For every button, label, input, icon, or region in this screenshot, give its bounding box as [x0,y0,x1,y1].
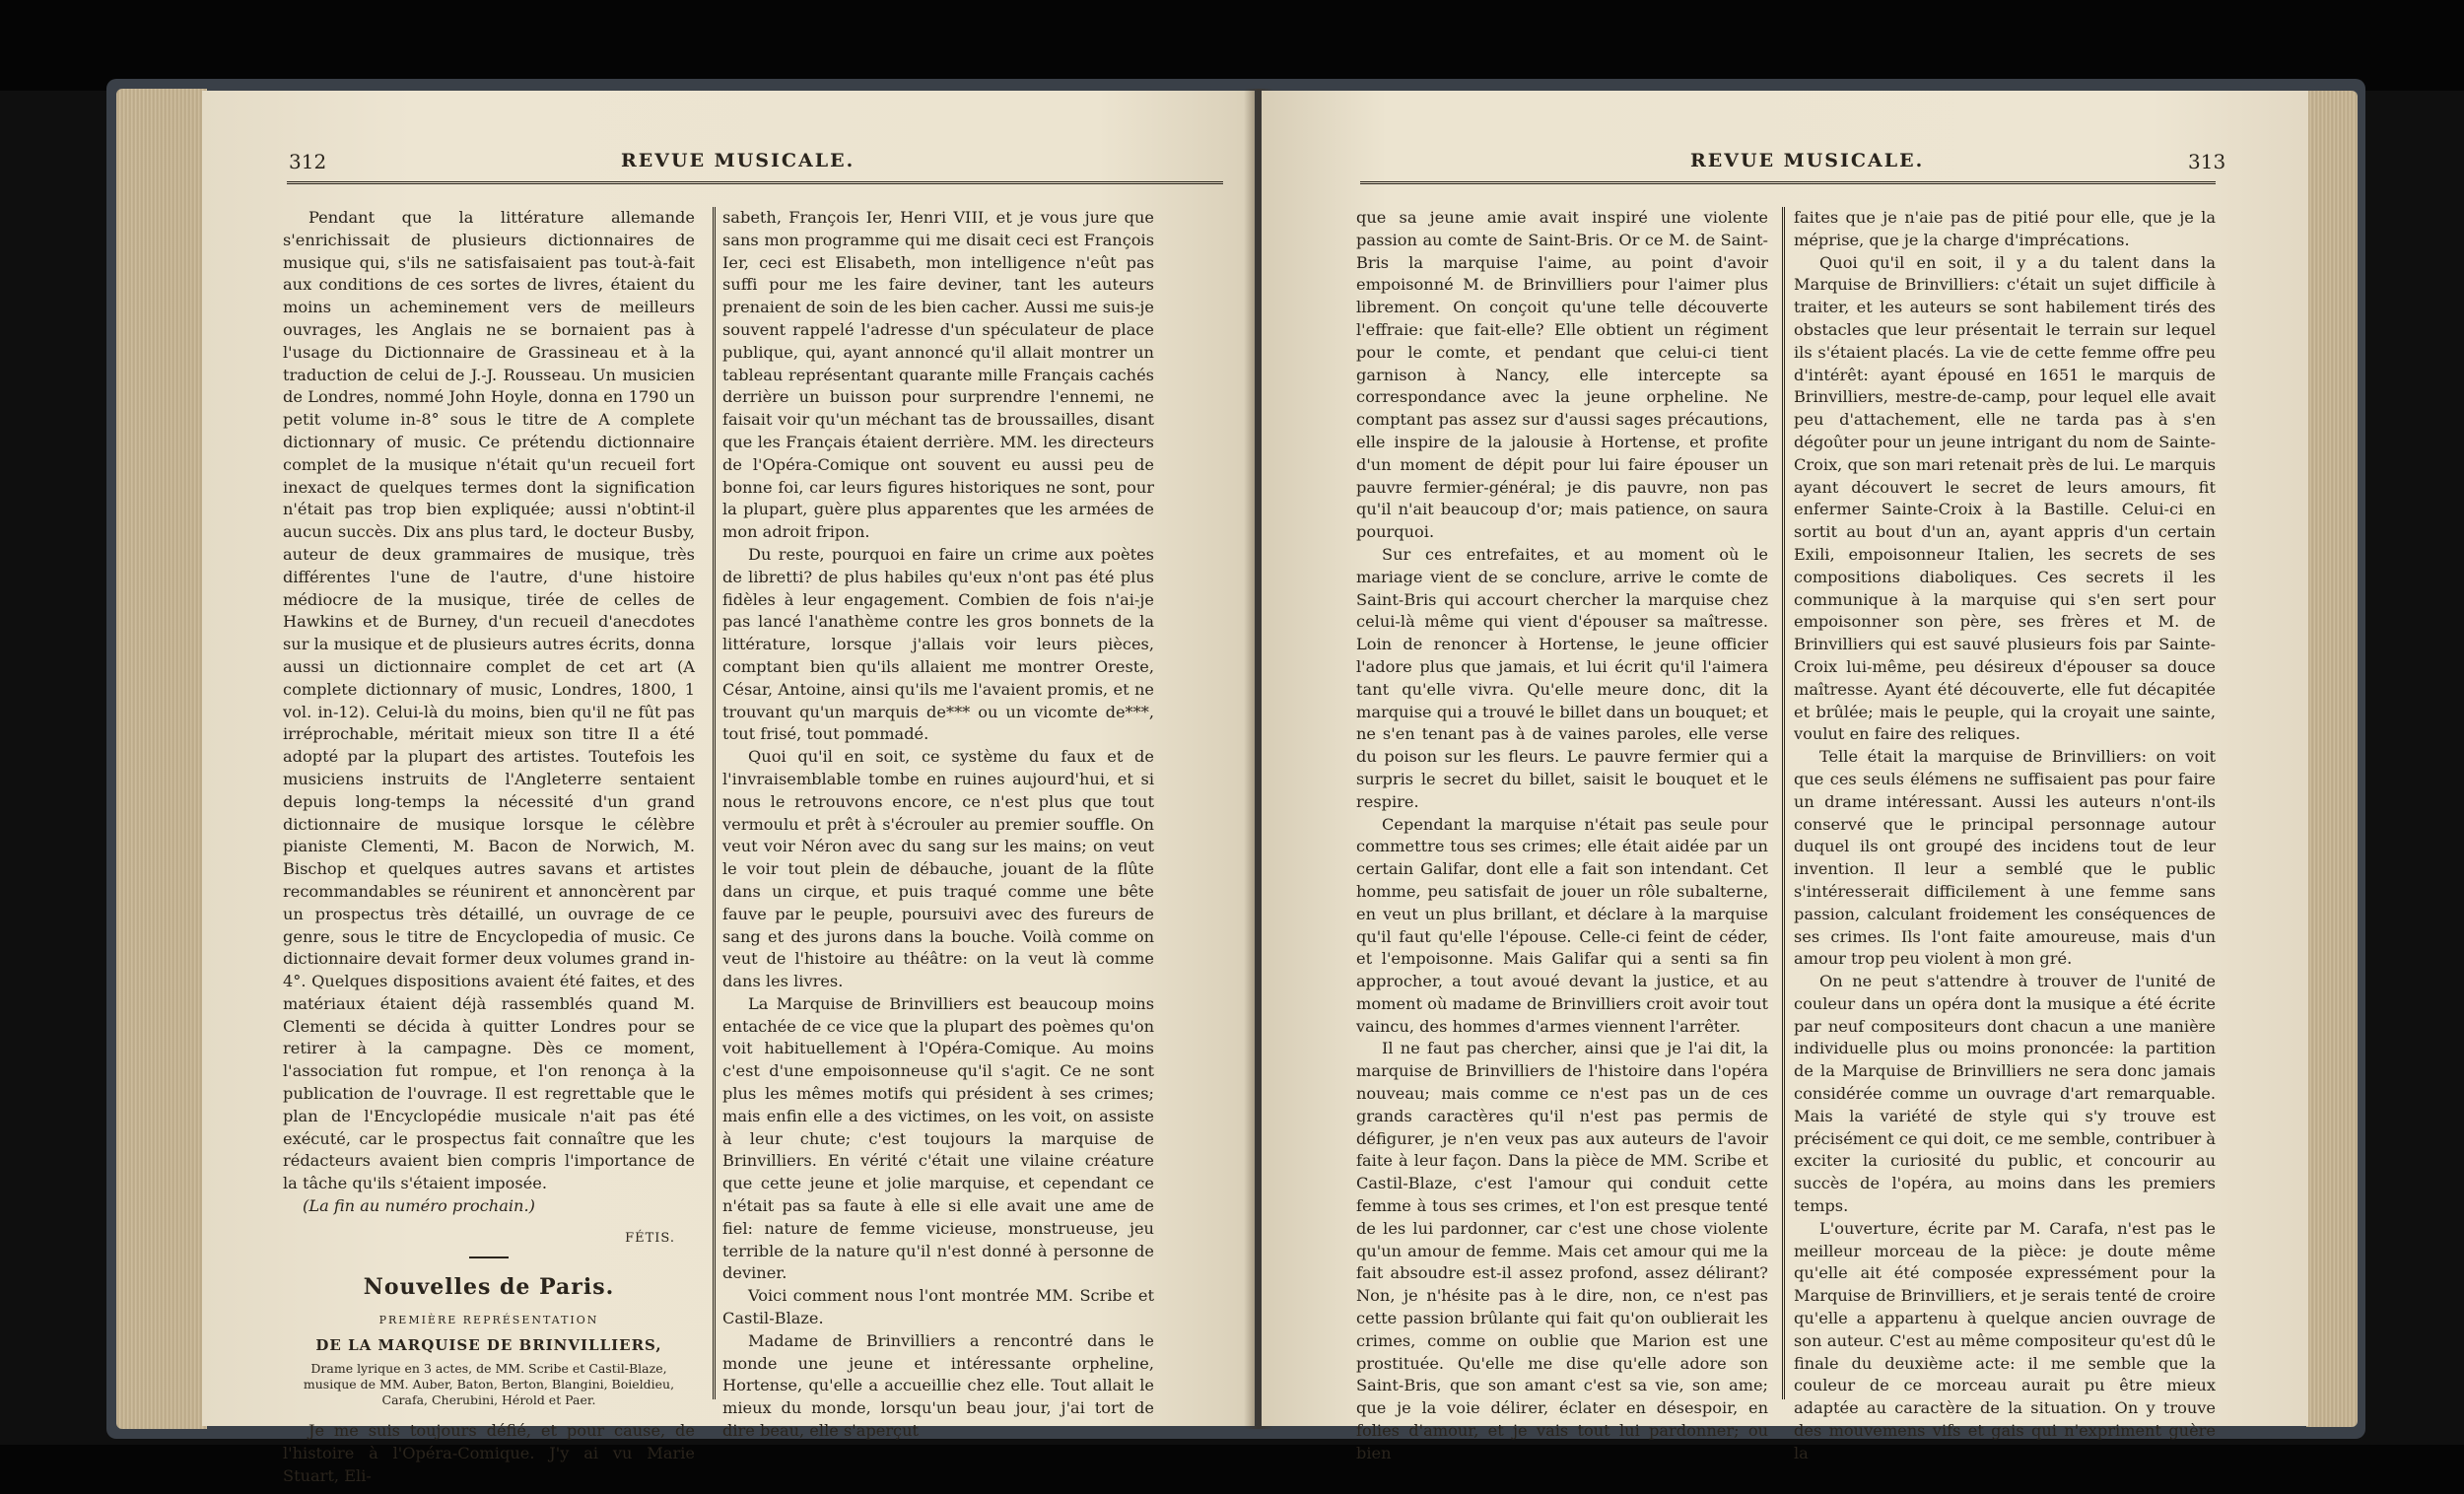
column-divider [713,207,716,1399]
header-rule [287,181,1223,184]
right-page-column-1 [1356,207,1768,1465]
article-body [283,207,695,1195]
scanner-background-top [0,0,2464,91]
running-head: REVUE MUSICALE. [1690,150,1925,171]
paragraph: Voici comment nous l'ont montrée MM. Scribe et Castil-Blaze. [722,1286,1154,1328]
section-title: Nouvelles de Paris. [363,1273,615,1300]
paragraph: Du reste, pourquoi en faire un crime aux poètes de libretti? de plus habiles qu'eux n'ont pas été plus fidèles à leur engagement. Combien de fois n'ai-je pas lancé l'anathème contre les gros bonnets de la littérature, lorsque j'allais voir leurs pièces, comptant bien qu'ils allaient me montrer Oreste, César, Antoine, ainsi qu'ils me l'avaient promis, et ne trouvant qu'un marquis de*** ou un vicomte de***, tout frisé, tout pommadé. [722,544,1154,744]
paragraph: Madame de Brinvilliers a rencontré dans le monde une jeune et intéressante orpheline, Hortense, qu'elle a accueillie chez elle. Tout allait le mieux du monde, lorsqu'un beau jour, j'ai tort de dire beau, elle s'aperçut [722,1330,1154,1441]
review-opening: Je me suis toujours défié, et pour cause, de l'histoire à l'Opéra-Comique. J'y ai vu Marie Stuart, Eli- [283,1421,695,1485]
paragraph: On ne peut s'attendre à trouver de l'unité de couleur dans un opéra dont la musique a été écrite par neuf compositeurs dont chacun a une manière individuelle plus ou moins prononcée: la partition de la Marquise de Brinvilliers ne sera donc jamais considérée comme un ouvrage d'art remarquable. Mais la variété de style qui s'y trouve est précisément ce qui doit, ce me semble, contribuer à exciter la curiosité du public, et concourir au succès de l'opéra, au moins dans les premiers temps. [1794,972,2216,1216]
paragraph: que sa jeune amie avait inspiré une violente passion au comte de Saint-Bris. Or ce M. de Saint-Bris la marquise l'aime, au point d'avoir empoisonné M. de Brinvilliers pour l'aimer plus librement. On conçoit qu'une telle découverte l'effraie: que fait-elle? Elle obtient un régiment pour le comte, et pendant que celui-ci tient garnison à Nancy, elle intercepte sa correspondance avec la jeune orpheline. Ne comptant pas assez sur d'aussi sages précautions, elle inspire de la jalousie à Hortense, et profite d'un moment de dépit pour lui faire épouser un pauvre fermier-général; je dis pauvre, non pas qu'il n'ait beaucoup d'or; mais patience, on saura pourquoi. [1356,208,1768,542]
page-edges-right [2306,91,2358,1427]
separator-rule [469,1256,509,1258]
continuation-note: (La fin au numéro prochain.) [303,1196,535,1216]
work-credits: Drame lyrique en 3 actes, de MM. Scribe et Castil-Blaze, musique de MM. Auber, Baton, Berton, Blangini, Boieldieu, Carafa, Cherubini, Hérold et Paer. [303,1361,675,1408]
page-edges-left [116,89,207,1429]
paragraph: Quoi qu'il en soit, il y a du talent dans la Marquise de Brinvilliers: c'était un sujet difficile à traiter, et les auteurs se sont habilement tirés des obstacles que leur présentait le terrain sur lequel ils s'étaient placés. La vie de cette femme offre peu d'intérêt: ayant épousé en 1651 le marquis de Brinvilliers, mestre-de-camp, pour lequel elle avait peu d'attachement, elle ne tarda pas à s'en dégoûter pour un jeune intrigant du nom de Sainte-Croix, que son mari retenait près de lui. Le marquis ayant découvert le secret de leurs amours, fit enfermer Sainte-Croix à la Bastille. Celui-ci en sortit au bout d'un an, ayant appris d'un certain Exili, empoisonneur Italien, les secrets de ses compositions diaboliques. Ces secrets il les communique à la marquise qui s'en sert pour empoisonner son père, ses frères et M. de Brinvilliers qui est sauvé plusieurs fois par Sainte-Croix lui-même, peu désireux d'épouser sa douce maîtresse. Ayant été découverte, elle fut décapitée et brûlée; mais le peuple, qui la croyait une sainte, voulut en faire des reliques. [1794,252,2216,744]
page-number: 312 [289,150,327,173]
paragraph: Pendant que la littérature allemande s'enrichissait de plusieurs dictionnaires de musique qui, s'ils ne satisfaisaient pas tout-à-fait aux conditions de ces sortes de livres, étaient du moins un acheminement vers de meilleurs ouvrages, les Anglais ne se bornaient pas à l'usage du Dictionnaire de Grassineau et à la traduction de celui de J.-J. Rousseau. Un musicien de Londres, nommé John Hoyle, donna en 1790 un petit volume in-8° sous le titre de A complete dictionnary of music. Ce prétendu dictionnaire complet de la musique n'était qu'un recueil fort inexact de quelques termes dont la signification n'était pas trop bien expliquée; aussi n'obtint-il aucun succès. Dix ans plus tard, le docteur Busby, auteur de deux grammaires de musique, très différentes l'une de l'autre, d'une histoire médiocre de la musique, tirée de celles de Hawkins et de Burney, d'un recueil d'anecdotes sur la musique et de plusieurs autres écrits, donna aussi un dictionnaire complet de cet art (A complete dictionnary of music, Londres, 1800, 1 vol. in-12). Celui-là du moins, bien qu'il ne fût pas irréprochable, méritait mieux son titre Il a été adopté par la plupart des artistes. Toutefois les musiciens instruits de l'Angleterre sentaient depuis long-temps la nécessité d'un grand dictionnaire de musique lorsque le célèbre pianiste Clementi, M. Bacon de Norwich, M. Bischop et quelques autres savans et artistes recommandables se réunirent et annoncèrent par un prospectus très détaillé, un ouvrage de ce genre, sous le titre de Encyclopedia of music. Ce dictionnaire devait former deux volumes grand in-4°. Quelques dispositions avaient été faites, et des matériaux étaient déjà rassemblés quand M. Clementi se décida à quitter Londres pour se retirer à la campagne. Dès ce moment, l'association fut rompue, et l'on renonça à la publication de l'ouvrage. Il est regrettable que le plan de l'Encyclopédie musicale n'ait pas été exécuté, car le prospectus fait connaître que les rédacteurs avaient bien compris l'importance de la tâche qu'ils s'étaient imposée. [283,208,695,1193]
work-title: DE LA MARQUISE DE BRINVILLIERS, [315,1336,662,1355]
paragraph: sabeth, François Ier, Henri VIII, et je vous jure que sans mon programme qui me disait ceci est François Ier, ceci est Elisabeth, mon intelligence n'eût pas suffi pour me les faire deviner, tant les auteurs prenaient de soin de les bien cacher. Aussi me suis-je souvent rappelé l'adresse d'un spéculateur de place publique, qui, ayant annoncé qu'il allait montrer un tableau représentant quarante mille Français cachés derrière un buisson pour surprendre l'ennemi, ne faisait voir qu'un méchant tas de broussailles, disant que les Français étaient derrière. MM. les directeurs de l'Opéra-Comique ont souvent eu aussi peu de bonne foi, car leurs figures historiques ne sont, pour la plupart, guère plus apparentes que les armées de mon adroit fripon. [722,208,1154,542]
header-rule [1360,181,2216,184]
right-page-column-2 [1794,207,2216,1465]
paragraph: Sur ces entrefaites, et au moment où le mariage vient de se conclure, arrive le comte de Saint-Bris qui accourt chercher la marquise chez celui-là même qui vient d'épouser sa maîtresse. Loin de renoncer à Hortense, le jeune officier l'adore plus que jamais, et lui écrit qu'il l'aimera tant qu'elle vivra. Qu'elle meure donc, dit la marquise qui a trouvé le billet dans un bouquet; et ne s'en tenant pas à de vaines paroles, elle verse du poison sur les fleurs. Le pauvre fermier qui a surpris le secret du billet, saisit le bouquet et le respire. [1356,544,1768,811]
right-page [1262,91,2308,1462]
paragraph: La Marquise de Brinvilliers est beaucoup moins entachée de ce vice que la plupart des poèmes qu'on voit habituellement à l'Opéra-Comique. Au moins c'est d'une empoisonneuse qu'il s'agit. Ce ne sont plus les mêmes motifs qui président à ses crimes; mais enfin elle a des victimes, on les voit, on assiste à leur chute; c'est toujours la marquise de Brinvilliers. En vérité c'était une vilaine créature que cette jeune et jolie marquise, et cependant ce n'était pas sa faute à elle si elle avait une ame de fiel: nature de femme vicieuse, monstrueuse, jeu terrible de la nature qu'il n'est donné à personne de deviner. [722,993,1154,1283]
paragraph: Quoi qu'il en soit, ce système du faux et de l'invraisemblable tombe en ruines aujourd'hui, et si nous le retrouvons encore, ce n'est plus que tout vermoulu et prêt à s'écrouler au premier souffle. On veut voir Néron avec du sang sur les mains; on veut le voir tout plein de débauche, jouant de la flûte dans un cirque, et puis traqué comme une bête fauve par le peuple, poursuivi avec des fureurs de sang et des jurons dans la bouche. Voilà comme on veut de l'histoire au théâtre: on la veut là comme dans les livres. [722,747,1154,991]
column-divider [1782,207,1785,1399]
left-page [202,91,1255,1485]
left-page-column-1 [283,207,695,1487]
page-number: 313 [2188,150,2226,173]
left-page-column-2 [722,207,1154,1443]
paragraph: L'ouverture, écrite par M. Carafa, n'est pas le meilleur morceau de la pièce: je doute même qu'elle ait été composée expressément pour la Marquise de Brinvilliers, et je serais tenté de croire qu'elle a appartenu à quelque ancien ouvrage de son auteur. C'est au même compositeur qu'est dû le finale du deuxième acte: il me semble que la couleur de ce morceau aurait pu être mieux adaptée au caractère de la situation. On y trouve des mouvemens vifs et gais qui n'expriment guère la [1794,1218,2216,1462]
paragraph: Telle était la marquise de Brinvilliers: on voit que ces seuls élémens ne suffisaient pas pour faire un drame intéressant. Aussi les auteurs n'ont-ils conservé que le principal personnage autour duquel ils ont groupé des incidens tout de leur invention. Il leur a semblé que le public s'intéresserait difficilement à une femme sans passion, calculant froidement les conséquences de ses crimes. Ils l'ont faite amoureuse, mais d'un amour trop peu violent à mon gré. [1794,747,2216,969]
paragraph: Cependant la marquise n'était pas seule pour commettre tous ses crimes; elle était aidée par un certain Galifar, dont elle a fait son intendant. Cet homme, peu satisfait de jouer un rôle subalterne, en veut un plus brillant, et déclare à la marquise qu'il faut qu'elle l'épouse. Celle-ci feint de céder, et l'empoisonne. Mais Galifar qui a senti sa fin approcher, a tout avoué devant la justice, et au moment où madame de Brinvilliers croit avoir tout vaincu, des hommes d'armes viennent l'arrêter. [1356,814,1768,1036]
performance-label: PREMIÈRE REPRÉSENTATION [378,1314,599,1327]
running-head: REVUE MUSICALE. [621,150,856,171]
paragraph: Il ne faut pas chercher, ainsi que je l'ai dit, la marquise de Brinvilliers de l'histoire dans l'opéra nouveau; mais comme ce n'est pas un de ces grands caractères qu'il n'est pas permis de défigurer, je n'en veux pas aux auteurs de l'avoir faite à leur façon. Dans la pièce de MM. Scribe et Castil-Blaze, c'est l'amour qui conduit cette femme à tous ses crimes, et l'on est presque tenté de les lui pardonner, car c'est une chose violente qu'un amour de femme. Mais cet amour qui me la fait absoudre est-il assez profond, assez délirant? Non, je n'hésite pas à le dire, non, ce n'est pas cette passion brûlante qui fait qu'on oublierait les crimes, comme on oublie que Marion est une prostituée. Qu'elle me dise qu'elle adore son Saint-Bris, que son amant c'est sa vie, son ame; que je la voie délirer, éclater en désespoir, en folies d'amour, et je vais tout lui pardonner; ou bien [1356,1039,1768,1462]
author-signature: FÉTIS. [625,1230,675,1246]
paragraph: faites que je n'aie pas de pitié pour elle, que je la méprise, que je la charge d'imprécations. [1794,208,2216,249]
